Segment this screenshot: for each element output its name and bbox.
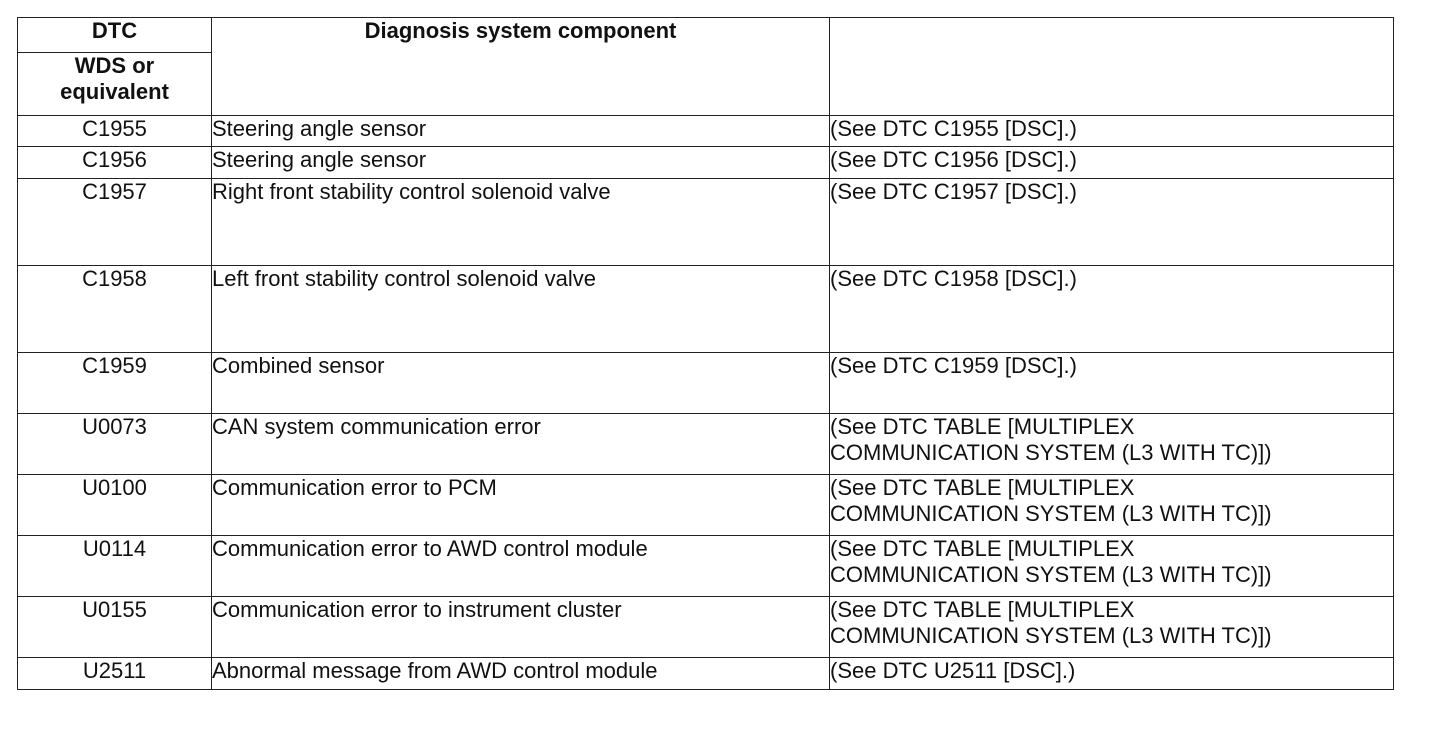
reference-link[interactable]: (See DTC C1956 [DSC].): [830, 147, 1077, 172]
reference-cell: [830, 353, 1394, 414]
header-wds: WDS or equivalent: [18, 53, 212, 116]
component-name: Communication error to AWD control module: [212, 536, 830, 597]
dtc-code: U2511: [18, 658, 212, 690]
header-component: Diagnosis system component: [212, 18, 830, 116]
dtc-table-container: [17, 17, 1393, 690]
component-name: CAN system communication error: [212, 414, 830, 475]
reference-link[interactable]: (See DTC U2511 [DSC].): [830, 658, 1076, 683]
reference-cell: [830, 414, 1394, 475]
dtc-code: U0073: [18, 414, 212, 475]
reference-cell: [830, 658, 1394, 690]
component-name: Abnormal message from AWD control module: [212, 658, 830, 690]
reference-link-line2[interactable]: COMMUNICATION SYSTEM (L3 WITH TC)]): [830, 562, 1272, 587]
dtc-code: U0100: [18, 475, 212, 536]
reference-cell: [830, 116, 1394, 147]
dtc-table: [17, 17, 1394, 690]
component-name: Left front stability control solenoid valve: [212, 266, 830, 353]
reference-cell: [830, 597, 1394, 658]
table-row: [18, 536, 1394, 597]
header-reference: [830, 18, 1394, 116]
component-name: Steering angle sensor: [212, 147, 830, 179]
table-row: [18, 475, 1394, 536]
component-name: Right front stability control solenoid valve: [212, 179, 830, 266]
reference-cell: [830, 475, 1394, 536]
dtc-code: C1956: [18, 147, 212, 179]
table-row: [18, 266, 1394, 353]
dtc-code: C1959: [18, 353, 212, 414]
dtc-code: U0155: [18, 597, 212, 658]
reference-cell: [830, 536, 1394, 597]
component-name: Communication error to PCM: [212, 475, 830, 536]
reference-link[interactable]: (See DTC TABLE [MULTIPLEX: [830, 414, 1135, 439]
reference-link[interactable]: (See DTC C1958 [DSC].): [830, 266, 1077, 291]
dtc-code: C1955: [18, 116, 212, 147]
reference-link[interactable]: (See DTC C1959 [DSC].): [830, 353, 1077, 378]
header-row-1: [18, 18, 1394, 53]
table-row: [18, 414, 1394, 475]
reference-link[interactable]: (See DTC TABLE [MULTIPLEX: [830, 475, 1135, 500]
header-dtc: DTC: [18, 18, 212, 53]
component-name: Steering angle sensor: [212, 116, 830, 147]
reference-cell: [830, 147, 1394, 179]
table-row: [18, 658, 1394, 690]
component-name: Communication error to instrument cluster: [212, 597, 830, 658]
table-row: [18, 179, 1394, 266]
reference-link[interactable]: (See DTC TABLE [MULTIPLEX: [830, 597, 1135, 622]
reference-link[interactable]: (See DTC C1955 [DSC].): [830, 116, 1077, 141]
reference-link[interactable]: (See DTC TABLE [MULTIPLEX: [830, 536, 1135, 561]
component-name: Combined sensor: [212, 353, 830, 414]
reference-cell: [830, 179, 1394, 266]
table-row: [18, 353, 1394, 414]
reference-link-line2[interactable]: COMMUNICATION SYSTEM (L3 WITH TC)]): [830, 501, 1272, 526]
dtc-code: U0114: [18, 536, 212, 597]
dtc-code: C1958: [18, 266, 212, 353]
reference-link-line2[interactable]: COMMUNICATION SYSTEM (L3 WITH TC)]): [830, 623, 1272, 648]
table-row: [18, 597, 1394, 658]
reference-cell: [830, 266, 1394, 353]
dtc-code: C1957: [18, 179, 212, 266]
reference-link-line2[interactable]: COMMUNICATION SYSTEM (L3 WITH TC)]): [830, 440, 1272, 465]
table-row: [18, 116, 1394, 147]
reference-link[interactable]: (See DTC C1957 [DSC].): [830, 179, 1077, 204]
table-row: [18, 147, 1394, 179]
